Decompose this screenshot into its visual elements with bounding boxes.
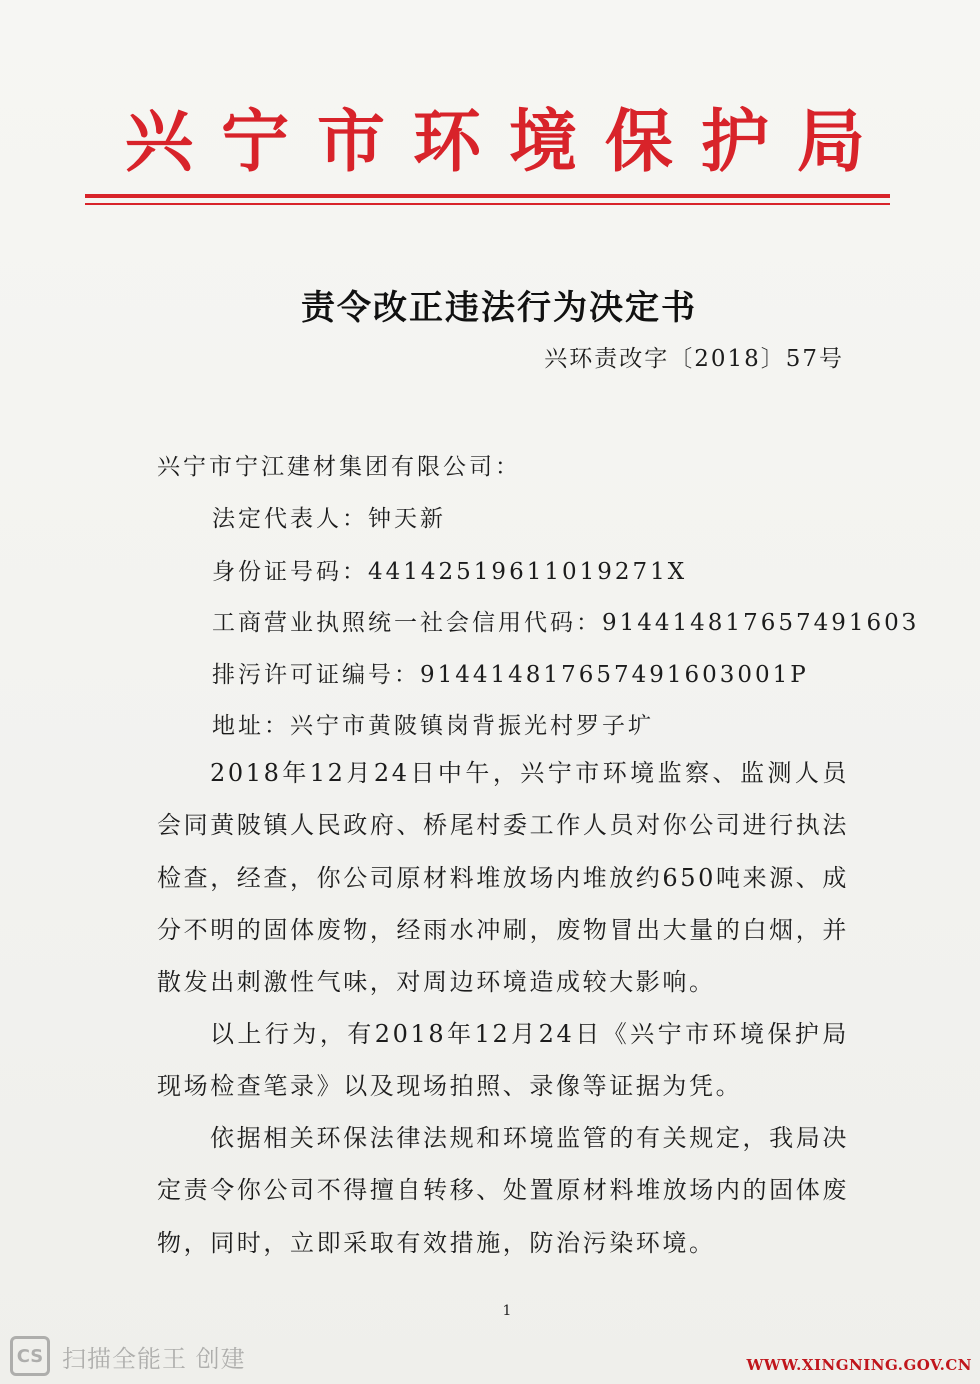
agency-char: 兴	[125, 103, 194, 182]
scanner-watermark-text: 扫描全能王 创建	[62, 1344, 246, 1373]
document-number: 兴环责改字〔2018〕57号	[544, 346, 844, 372]
agency-char: 境	[508, 103, 577, 182]
address: 地址：兴宁市黄陂镇岗背振光村罗子圹	[212, 713, 654, 739]
id-number: 身份证号码：44142519611019271X	[212, 559, 688, 585]
agency-char: 环	[412, 103, 481, 182]
agency-char: 保	[604, 103, 673, 182]
site-url: WWW.XINGNING.GOV.CN	[746, 1356, 972, 1374]
paragraph-findings: 2018年12月24日中午，兴宁市环境监察、监测人员会同黄陂镇人民政府、桥尾村委工作人员对你公司进行执法检查，经查，你公司原材料堆放场内堆放约650吨来源、成分不明的固体废物，经雨水冲刷，废物冒出大量的白烟，并散发出刺激性气味，对周边环境造成较大影响。	[157, 759, 850, 997]
recipient: 兴宁市宁江建材集团有限公司：	[157, 454, 521, 480]
agency-char: 市	[316, 103, 385, 182]
credit-code: 工商营业执照统一社会信用代码：91441481765749160З	[212, 610, 920, 636]
camscanner-logo-icon: CS	[10, 1336, 50, 1376]
paragraph-decision: 依据相关环保法律法规和环境监管的有关规定，我局决定责令你公司不得擅自转移、处置原材料堆放场内的固体废物，同时，立即采取有效措施，防治污染环境。	[157, 1124, 849, 1257]
legal-representative: 法定代表人：钟天新	[212, 506, 446, 532]
page-number: 1	[502, 1303, 512, 1319]
agency-header	[125, 100, 865, 186]
agency-char: 宁	[220, 103, 289, 182]
agency-char: 护	[700, 103, 769, 182]
permit-number: 排污许可证编号：914414817657491603001P	[212, 662, 809, 688]
header-divider-thin	[85, 203, 890, 205]
document-title: 责令改正违法行为决定书	[301, 288, 697, 328]
paragraph-evidence: 以上行为，有2018年12月24日《兴宁市环境保护局现场检查笔录》以及现场拍照、录像等证据为凭。	[157, 1020, 849, 1101]
scanner-watermark	[10, 1336, 246, 1376]
agency-char: 局	[796, 103, 865, 182]
header-divider-thick	[85, 194, 890, 198]
